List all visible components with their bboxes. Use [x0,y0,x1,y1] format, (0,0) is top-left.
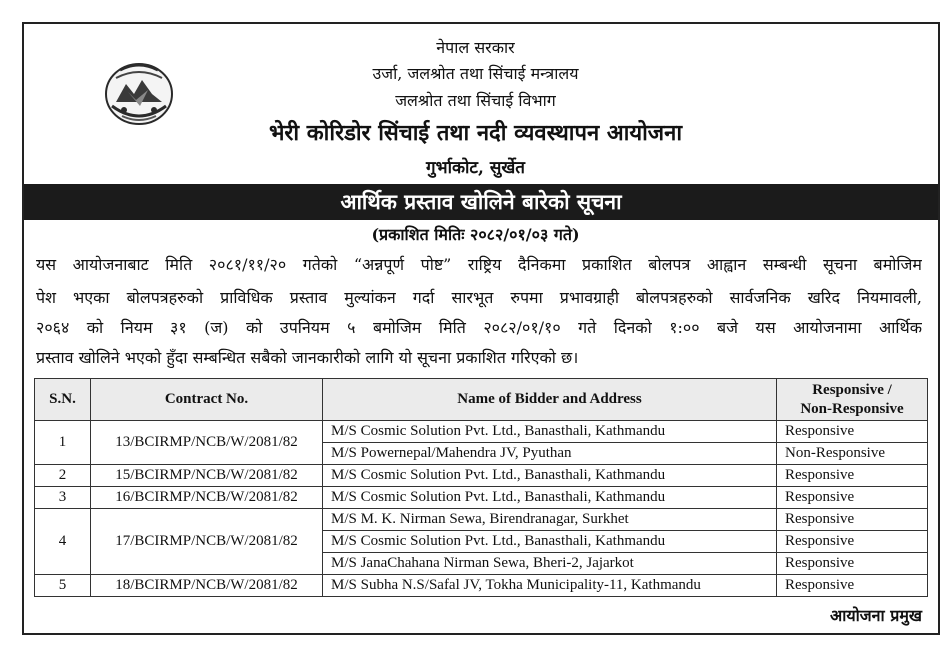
bidder-name: M/S Cosmic Solution Pvt. Ltd., Banasthali, Kathmandu [323,487,777,509]
row-contract: 13/BCIRMP/NCB/W/2081/82 [91,421,323,465]
bidder-status: Responsive [777,465,928,487]
bidder-name: M/S JanaChahana Nirman Sewa, Bheri-2, Jajarkot [323,553,777,575]
bidder-status: Responsive [777,487,928,509]
bidder-status: Responsive [777,575,928,597]
project-location: गुर्भाकोट, सुर्खेत [426,158,525,178]
project-name: भेरी कोरिडोर सिंचाई तथा नदी व्यवस्थापन आयोजना [268,120,683,146]
bidder-status: Responsive [777,509,928,531]
row-contract: 18/BCIRMP/NCB/W/2081/82 [91,575,323,597]
row-contract: 15/BCIRMP/NCB/W/2081/82 [91,465,323,487]
bidder-status: Responsive [777,553,928,575]
header-sn: S.N. [35,379,91,421]
ministry-name: उर्जा, जलश्रोत तथा सिंचाई मन्त्रालय [372,64,579,83]
row-contract: 17/BCIRMP/NCB/W/2081/82 [91,509,323,575]
header-contract: Contract No. [91,379,323,421]
row-contract: 16/BCIRMP/NCB/W/2081/82 [91,487,323,509]
bidder-status: Responsive [777,531,928,553]
row-sn: 5 [35,575,91,597]
notice-body-line-2: पेश भएका बोलपत्रहरुको प्राविधिक प्रस्ताव मुल्यांकन गर्दा सारभूत रुपमा प्रभावग्राही बोलपत्रहरुको सार्वजनिक खरिद नियमावली, [36,288,922,307]
row-sn: 2 [35,465,91,487]
signature-title: आयोजना प्रमुख [829,606,922,625]
bidder-name: M/S M. K. Nirman Sewa, Birendranagar, Surkhet [323,509,777,531]
bidder-name: M/S Cosmic Solution Pvt. Ltd., Banasthali, Kathmandu [323,421,777,443]
notice-title: आर्थिक प्रस्ताव खोलिने बारेको सूचना [24,184,938,220]
bidder-name: M/S Cosmic Solution Pvt. Ltd., Banasthali, Kathmandu [323,531,777,553]
header-responsive-line2: Non-Responsive [800,400,904,417]
row-sn: 4 [35,509,91,575]
table-row [35,487,928,509]
table-row [35,509,928,531]
published-date: (प्रकाशित मितिः २०८२/०१/०३ गते) [371,225,580,244]
table-row [35,421,928,443]
table-row [35,465,928,487]
row-sn: 3 [35,487,91,509]
header-responsive-line1: Responsive / [812,381,892,398]
bidder-name: M/S Powernepal/Mahendra JV, Pyuthan [323,443,777,465]
notice-body-line-4: प्रस्ताव खोलिने भएको हुँदा सम्बन्धित सबैको जानकारीको लागि यो सूचना प्रकाशित गरिएको छ। [36,348,579,367]
table-header-row [35,379,928,421]
notice-body-line-3: २०६४ को नियम ३१ (ज) को उपनियम ५ बमोजिम मिति २०८२/०१/१० गते दिनको १:०० बजे यस आयोजनामा आर्थिक [36,318,922,337]
table-row [35,575,928,597]
notice-body-line-1: यस आयोजनाबाट मिति २०८१/११/२० गतेको “अन्नपूर्ण पोष्ट” राष्ट्रिय दैनिकमा प्रकाशित बोलपत्र आह्वान सम्बन्धी सूचना बमोजिम [36,255,922,274]
bidder-status: Responsive [777,421,928,443]
header-responsive [777,379,928,421]
bidder-name: M/S Cosmic Solution Pvt. Ltd., Banasthali, Kathmandu [323,465,777,487]
header-bidder: Name of Bidder and Address [323,379,777,421]
bidder-table [34,378,928,597]
row-sn: 1 [35,421,91,465]
bidder-name: M/S Subha N.S/Safal JV, Tokha Municipality-11, Kathmandu [323,575,777,597]
department-name: जलश्रोत तथा सिंचाई विभाग [395,91,556,110]
government-name: नेपाल सरकार [436,38,515,57]
bidder-status: Non-Responsive [777,443,928,465]
